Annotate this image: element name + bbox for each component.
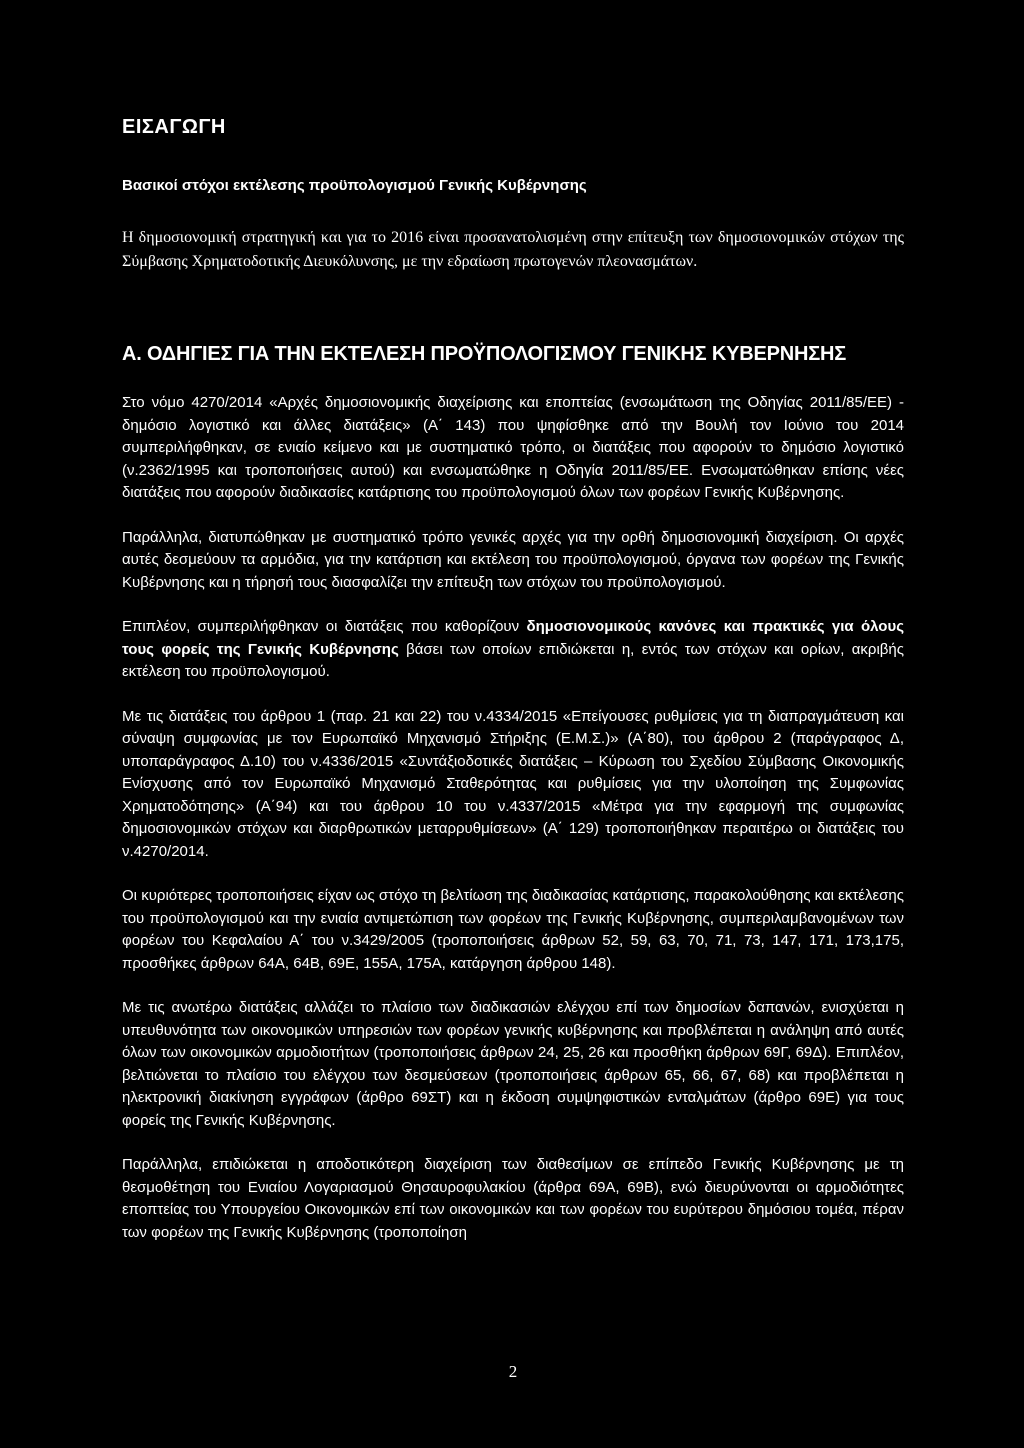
paragraph-text: βάσει των οποίων επιδιώκεται η, εντός των στόχων και ορίων, ακριβής εκτέλεση του προϋπολογισμού. [122, 640, 905, 680]
bold-emphasis: δημοσιονομικούς κανόνες και πρακτικές για όλους τους φορείς της Γενικής Κυβέρνησης [122, 618, 905, 658]
paragraph-main-changes: Οι κυριότερες τροποποιήσεις είχαν ως στόχο τη βελτίωση της διαδικασίας κατάρτισης, παρακολούθησης και εκτέλεσης του προϋπολογισμού και την ενιαία αντιμετώπιση των φορέων της Γενικής Κυβέρνησης, συμπεριλαμβανομένων των φορέων του Κεφαλαίου Α΄ του ν.3429/2005 (τροποποιήσεις άρθρων 52, 59, 63, 70, 71, 73, 147, 171, 173,175, προσθήκες άρθρων 64Α, 64Β, 69Ε, 155Α, 175Α, κατάργηση άρθρου 148). [122, 887, 904, 972]
paragraph-law-4270: Στο νόμο 4270/2014 «Αρχές δημοσιονομικής διαχείρισης και εποπτείας (ενσωμάτωση της Οδηγίας 2011/85/ΕΕ) - δημόσιο λογιστικό και άλλες διατάξεις» (Α΄ 143) που ψηφίσθηκε από την Βουλή τον Ιούνιο του 2014 συμπεριλήφθηκαν, σε ενιαίο κείμενο και με συστηματικό τρόπο, οι διατάξεις που αφορούν το δημόσιο λογιστικό (ν.2362/1995 και τροποποιήσεις αυτού) και ενσωματώθηκε η Οδηγία 2011/85/ΕΕ. Ενσωματώθηκαν επίσης νέες διατάξεις που αφορούν διαδικασίες κατάρτισης του προϋπολογισμού όλων των φορέων Γενικής Κυβέρνησης. [122, 394, 904, 501]
paragraph-control-framework: Με τις ανωτέρω διατάξεις αλλάζει το πλαίσιο των διαδικασιών ελέγχου επί των δημοσίων δαπανών, ενισχύεται η υπευθυνότητα των οικονομικών υπηρεσιών των φορέων γενικής κυβέρνησης και προβλέπεται η ανάληψη από αυτές όλων των οικονομικών αρμοδιοτήτων (τροποποιήσεις άρθρων 24, 25, 26 και προσθήκη άρθρων 69Γ, 69Δ). Επιπλέον, βελτιώνεται το πλαίσιο του ελέγχου των δεσμεύσεων (τροποποιήσεις άρθρων 65, 66, 67, 68) και προβλέπεται η ηλεκτρονική διακίνηση εγγράφων (άρθρο 69ΣΤ) και η έκδοση συμψηφιστικών ενταλμάτων (άρθρο 69Ε) για τους φορείς της Γενικής Κυβέρνησης. [122, 999, 904, 1129]
paragraph-amendments: Με τις διατάξεις του άρθρου 1 (παρ. 21 και 22) του ν.4334/2015 «Επείγουσες ρυθμίσεις για τη διαπραγμάτευση και σύναψη συμφωνίας με τον Ευρωπαϊκό Μηχανισμό Στήριξης (Ε.Μ.Σ.)» (Α΄80), του άρθρου 2 (παράγραφος Δ, υποπαράγραφος Δ.10) του ν.4336/2015 «Συντάξιοδοτικές διατάξεις – Κύρωση του Σχεδίου Σύμβασης Οικονομικής Ενίσχυσης από τον Ευρωπαϊκό Μηχανισμό Σταθερότητας και ρυθμίσεις για την υλοποίηση της Συμφωνίας Χρηματοδότησης» (Α΄94) και του άρθρου 10 του ν.4337/2015 «Μέτρα για την εφαρμογή της συμφωνίας δημοσιονομικών στόχων και διαρθρωτικών μεταρρυθμίσεων» (Α΄ 129) τροποποιήθηκαν περαιτέρω οι διατάξεις του ν.4270/2014. [122, 707, 904, 860]
paragraph-treasury-account: Παράλληλα, επιδιώκεται η αποδοτικότερη διαχείριση των διαθεσίμων σε επίπεδο Γενικής Κυβέρνησης με τη θεσμοθέτηση του Ενιαίου Λογαριασμού Θησαυροφυλακίου (άρθρα 69Α, 69Β), ενώ διευρύνονται οι αρμοδιότητες εποπτείας του Υπουργείου Οικονομικών επί των οικονομικών και των φορέων του ευρύτερου δημόσιου τομέα, πέραν των φορέων της Γενικής Κυβέρνησης (τροποποίηση [122, 1156, 904, 1241]
paragraph-general-principles: Παράλληλα, διατυπώθηκαν με συστηματικό τρόπο γενικές αρχές για την ορθή δημοσιονομική διαχείριση. Οι αρχές αυτές δεσμεύουν τα αρμόδια, για την κατάρτιση και εκτέλεση του προϋπολογισμού, όργανα των φορέων της Γενικής Κυβέρνησης και η τήρησή τους διασφαλίζει την επίτευξη των στόχων του προϋπολογισμού. [122, 528, 904, 591]
paragraph-text: Επιπλέον, συμπεριλήφθηκαν οι διατάξεις που καθορίζουν [122, 618, 527, 635]
page-number: 2 [508, 1362, 518, 1381]
section-heading: Α. ΟΔΗΓΙΕΣ ΓΙΑ ΤΗΝ ΕΚΤΕΛΕΣΗ ΠΡΟΫΠΟΛΟΓΙΣΜΟΥ ΓΕΝΙΚΗΣ ΚΥΒΕΡΝΗΣΗΣ [122, 343, 847, 365]
page-subtitle: Βασικοί στόχοι εκτέλεσης προϋπολογισμού Γενικής Κυβέρνησης [122, 177, 587, 194]
section-body [122, 392, 904, 1266]
page-title: ΕΙΣΑΓΩΓΗ [122, 116, 226, 138]
intro-paragraph: Η δημοσιονομική στρατηγική και για το 2016 είναι προσανατολισμένη στην επίτευξη των δημοσιονομικών στόχων της Σύμβασης Χρηματοδοτικής Διευκόλυνσης, με την εδραίωση πρωτογενών πλεονασμάτων. [122, 229, 904, 270]
paragraph-fiscal-rules [122, 616, 904, 684]
